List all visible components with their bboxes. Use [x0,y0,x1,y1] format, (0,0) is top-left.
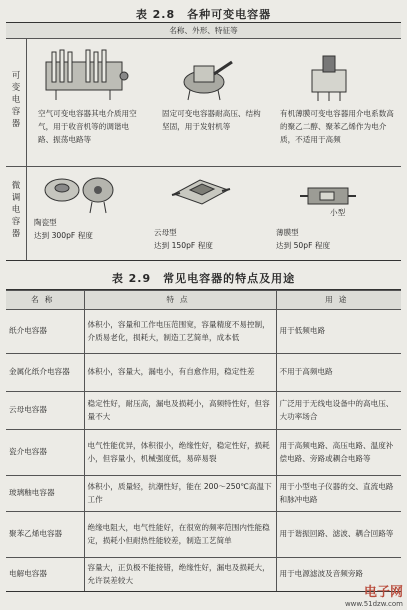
table2-header-row [6,291,401,310]
table1-header-line [6,38,401,39]
row-feature: 体积小，容量和工作电压范围宽，容量精度不易控制，介质易老化，损耗大，制造工艺简单，成本低 [84,310,276,354]
table1-label-divider [26,38,27,260]
row-use: 不用于高频电路 [276,354,401,392]
table2-title: 表 2.9 常见电容器的特点及用途 [111,272,296,285]
row-name: 纸介电容器 [6,310,84,354]
ceramic-trimmer-image [40,170,120,214]
small-type-label: 小型 [330,208,346,217]
ceramic-trimmer-type: 陶瓷型 [34,218,57,227]
row-feature: 体积小，容量大，漏电小，有自愈作用，稳定性差 [84,354,276,392]
row-feature: 容量大，正负极不能接错，绝缘性好，漏电及损耗大，允许误差较大 [84,558,276,592]
watermark [345,581,403,608]
row-feature: 体积小，质量轻，抗潮性好，能在 200～250℃高温下工作 [84,476,276,512]
row-name: 瓷介电容器 [6,430,84,476]
table-row [6,310,401,354]
film-trimmer-type: 薄膜型 [276,228,299,237]
row-use: 用于高频电路、高压电路、温度补偿电路、旁路或耦合电路等 [276,430,401,476]
row-name: 玻璃釉电容器 [6,476,84,512]
air-variable-capacitor-text: 空气可变电容器其电介质用空气，用于收音机等的调谐电路、振荡电路等 [38,109,137,144]
air-variable-capacitor-image [40,44,130,102]
mica-trimmer-range: 达到 150pF 程度 [154,241,213,250]
fixed-variable-capacitor-text: 固定可变电容器耐高压、结构坚固，用于发射机等 [162,109,261,131]
row-feature: 电气性能优异，体积很小，绝缘性好，稳定性好，损耗小，但容量小，机械强度低，易碎易裂 [84,430,276,476]
ceramic-trimmer-range: 达到 300pF 程度 [34,231,93,240]
table-row [6,558,401,592]
row-name: 金属化纸介电容器 [6,354,84,392]
table-row [6,430,401,476]
watermark-logo: 电子网 [363,585,403,600]
row-feature: 绝缘电阻大，电气性能好，在很宽的频率范围内性能稳定，损耗小但耐热性能较差，制造工艺简单 [84,512,276,558]
row-use: 用于谐振回路、滤波、耦合回路等 [276,512,401,558]
table-row [6,476,401,512]
row-name: 电解电容器 [6,558,84,592]
watermark-url: www.51dzw.com [344,600,403,608]
mica-trimmer-image [170,172,230,208]
row-use: 用于小型电子仪器的交、直流电路和脉冲电路 [276,476,401,512]
table1-header: 名称、外形、特征等 [169,26,238,35]
capacitor-features-table [6,290,401,592]
film-trimmer-range: 达到 50pF 程度 [276,241,331,250]
row-use: 用于低频电路 [276,310,401,354]
row-feature: 稳定性好，耐压高，漏电及损耗小，高频特性好，但容量不大 [84,392,276,430]
header-name: 名称 [6,291,84,310]
row-name: 聚苯乙烯电容器 [6,512,84,558]
label-trimmer-capacitor: 微调电容器 [11,181,21,239]
table-row [6,392,401,430]
header-use: 用途 [276,291,401,310]
label-variable-capacitor: 可变电容器 [11,71,21,129]
row-use: 广泛用于无线电设备中的高电压、大功率场合 [276,392,401,430]
mica-trimmer-type: 云母型 [154,228,177,237]
table-row [6,354,401,392]
row-use: 用于电源滤波及音频旁路 [276,558,401,592]
film-variable-capacitor-text: 有机薄膜可变电容器用介电系数高的聚乙二醇、聚苯乙烯作为电介质，不适用于高频 [280,109,394,144]
film-variable-capacitor-image [306,52,352,102]
row-name: 云母电容器 [6,392,84,430]
table1-title: 表 2.8 各种可变电容器 [135,8,272,21]
fixed-variable-capacitor-image [178,52,238,102]
table1-bottom-rule [6,260,401,261]
header-feature: 特点 [84,291,276,310]
table1-row-divider [6,166,401,167]
table-row [6,512,401,558]
